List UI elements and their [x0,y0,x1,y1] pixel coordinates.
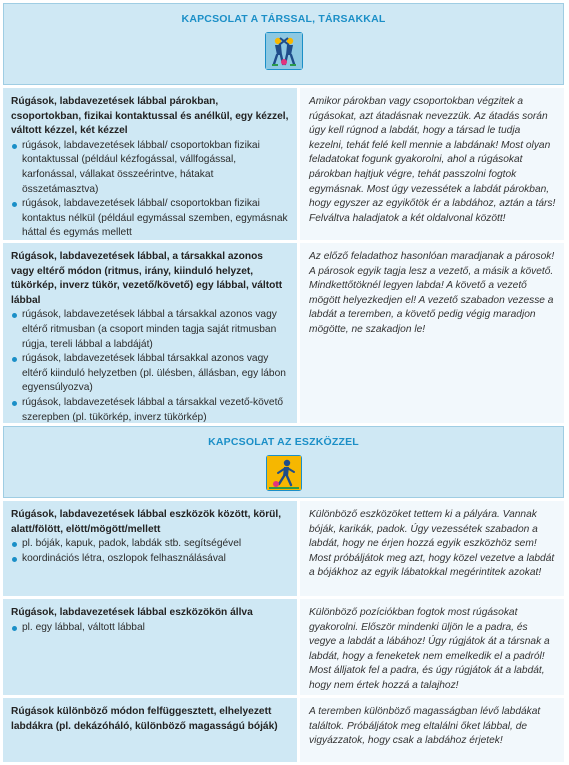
activity-heading: Rúgások, labdavezetések lábbal, a társakkal azonos vagy eltérő módon (ritmus, irány, kiinduló helyzet, tükörkép, inverz tükör, vezető/követő) egy lábbal, váltott lábbal [11,251,283,306]
activity-bullets [11,139,289,241]
activity-bullets [11,308,289,425]
table-row [3,88,564,240]
list-item [11,537,289,552]
instruction-text: Az előző feladathoz hasonlóan maradjanak a párosok! A párosok egyik tagja lesz a vezető, a másik a követő. Mindkettőtöknél legyen labda! A követő a vezető mögött helyezkedjen el! A vezető szabadon vezesse a labdát a teremben, a követő pedig végig maradjon mögötte, ne szakadjon le! [309,251,555,335]
list-item [11,308,289,352]
instruction-text: Különböző pozíciókban fogtok most rúgásokat gyakorolni. Először mindenki üljön le a padra, és vegye a labdát a lábához! Úgy rúgjátok át a társnak a labdát, hogy a feneketek nem emelkedik el a padról! Most álljatok fel a padra, és úgy rúgjátok át a labdát, hogy nem értek hozzá a talajhoz! [309,607,550,691]
instruction-text: Különböző eszközöket tettem ki a pályára. Vannak bóják, karikák, padok. Úgy vezessétek szabadon a labdát, hogy ne érjen hozzá egyik eszközhöz sem! Most próbáljátok meg azt, hogy közel vezetve a labdát a bójákhoz az egyik lábatokkal megérintitek azokat! [309,509,555,579]
equipment-icon [266,455,302,491]
bullet-icon [12,401,17,406]
list-item-text: rúgások, labdavezetések lábbal a társakkal vezető-követő szerepben (pl. tükörkép, inverz tükörkép) [22,396,284,423]
instruction-cell [300,698,564,762]
bullet-icon [12,202,17,207]
bullet-icon [12,542,17,547]
list-item-text: koordinációs létra, oszlopok felhasználásával [22,552,226,564]
instruction-cell [300,243,564,423]
instruction-cell [300,501,564,596]
table-row [3,243,564,423]
section-header-partner [3,3,564,85]
list-item-text: pl. egy lábbal, váltott lábbal [22,621,145,633]
instruction-text: Amikor párokban vagy csoportokban végzitek a rúgásokat, azt átadásnak nevezzük. Az átadás során úgy kell rúgnod a labdát, hogy a társad le tudja kezelni, tehát felé kell mennie a labdának! Most olyan feladatokat fogunk gyakorolni, ahol a rúgásokat párokban hajtjuk végre, tehát passzolni fogtok egymásnak. Most úgy vezessétek a labdát párokban, hogy egyszer az egyikőtök ér a labdához, aztán a társ! Felváltva haladjatok a két oldalvonal között! [309,96,556,224]
bullet-icon [12,357,17,362]
list-item [11,621,289,636]
section-header-equipment [3,426,564,498]
activity-heading: Rúgások, labdavezetések lábbal párokban, csoportokban, fizikai kontaktussal és anélkül, egy kézzel, váltott kézzel, két kézzel [11,96,289,137]
activity-heading: Rúgások különböző módon felfüggesztett, elhelyezett labdákra (pl. dekázóháló, különböző magasságú bóják) [11,706,278,732]
activity-heading: Rúgások, labdavezetések lábbal eszközök között, körül, alatt/fölött, elött/mögött/mellett [11,509,282,535]
bullet-icon [12,626,17,631]
list-item-text: pl. bóják, kapuk, padok, labdák stb. segítségével [22,538,242,550]
activity-cell [3,698,297,762]
list-item [11,552,289,567]
list-item-text: rúgások, labdavezetések lábbal/ csoportokban fizikai kontaktussal (például kézfogással, vállfogással, karfonással, vállakat összeérintve, hátakat összetámasztva) [22,139,260,195]
bullet-icon [12,557,17,562]
instruction-cell [300,599,564,695]
activity-cell [3,243,297,423]
section-title: KAPCSOLAT A TÁRSSAL, TÁRSAKKAL [181,13,386,25]
list-item [11,352,289,396]
activity-cell [3,599,297,695]
table-row [3,599,564,695]
instruction-text: A teremben különböző magasságban lévő labdákat találtok. Próbáljátok meg eltalálni őket lábbal, de vigyázzatok, hogy csak a labdához érjetek! [309,706,541,747]
list-item-text: rúgások, labdavezetések lábbal/ csoportokban fizikai kontaktus nélkül (például egymással szemben, egymásnak háttal és egymás mellett [22,198,288,239]
activity-cell [3,501,297,596]
activity-cell [3,88,297,240]
list-item-text: rúgások, labdavezetések lábbal a társakkal azonos vagy eltérő ritmusban (a csoport minden tagja saját ritmusban rúgja, tereli lábbal a labdáját) [22,309,277,350]
activity-heading: Rúgások, labdavezetések lábbal eszközökön állva [11,607,253,618]
partner-icon [265,32,303,70]
table-row [3,501,564,596]
section-title: KAPCSOLAT AZ ESZKÖZZEL [208,436,359,448]
table-row [3,698,564,762]
list-item-text: rúgások, labdavezetések lábbal társakkal azonos vagy eltérő kiinduló helyzetben (pl. ülésben, állásban, egy lábon egyensúlyozva) [22,353,286,394]
list-item [11,396,289,425]
list-item [11,139,289,197]
bullet-icon [12,313,17,318]
bullet-icon [12,144,17,149]
instruction-cell [300,88,564,240]
list-item [11,197,289,241]
activity-bullets [11,537,289,566]
activity-bullets [11,621,289,636]
